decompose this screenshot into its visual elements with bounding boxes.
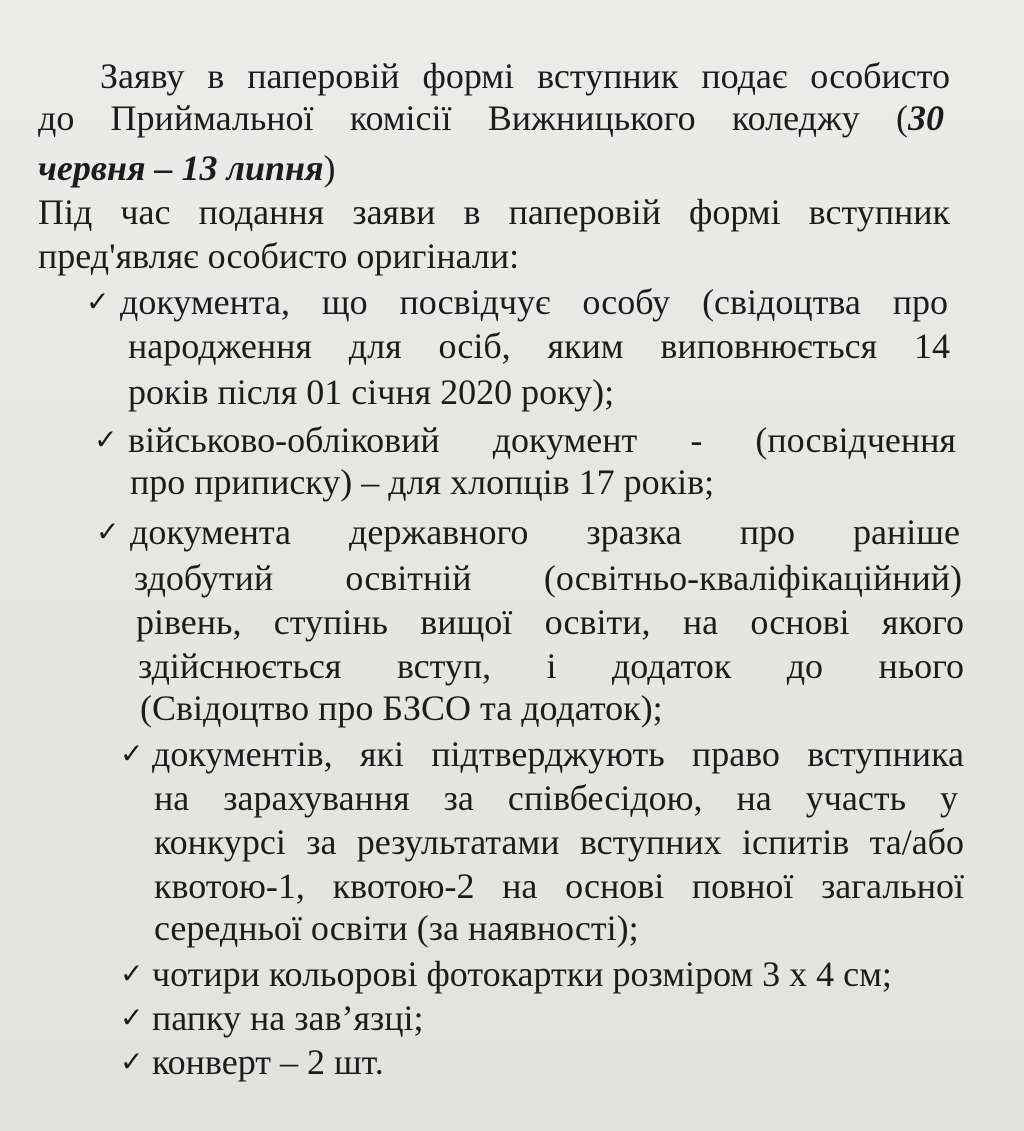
item-3-line-4: здійснюється вступ, і додаток до нього [138,646,964,686]
checkmark-icon: ✓ [120,737,144,770]
intro-line-3 [38,148,336,188]
intro-line-2-text: до Приймальної комісії Вижницького коледжу ( [38,98,908,138]
item-4-line-3: конкурсі за результатами вступних іспитів та/або [154,822,964,862]
item-3-line-3: рівень, ступінь вищої освіти, на основі якого [136,602,964,642]
item-1-line-1: документа, що посвідчує особу (свідоцтва про [120,282,948,322]
item-7-line-1: конверт – 2 шт. [152,1042,384,1082]
intro-date-start: 30 [908,98,944,138]
item-6-line-1: папку на зав’язці; [152,998,424,1038]
checkmark-icon: ✓ [96,515,120,548]
item-1-line-2: народження для осіб, яким виповнюється 14 [128,326,950,366]
item-4-line-4: квотою-1, квотою-2 на основі повної загальної [154,866,964,906]
intro-date-range: червня – 13 липня [38,148,324,188]
item-3-line-5: (Свідоцтво про БЗСО та додаток); [140,688,663,728]
intro-line-3-text: ) [323,148,336,188]
intro-line-1: Заяву в паперовій формі вступник подає особисто [100,56,950,96]
checkmark-icon: ✓ [86,285,110,318]
item-4-line-2: на зарахування за співбесідою, на участь у [154,778,958,818]
item-2-line-2: про приписку) – для хлопців 17 років; [130,462,715,502]
item-1-line-3: років після 01 січня 2020 року); [128,372,615,412]
checkmark-icon: ✓ [120,1001,144,1034]
checkmark-icon: ✓ [94,423,118,456]
item-4-line-5: середньої освіти (за наявності); [154,908,639,948]
item-2-line-1: військово-обліковий документ - (посвідчення [128,420,956,460]
originals-line-2: пред'являє особисто оригінали: [38,236,520,276]
intro-line-2 [38,98,944,138]
checkmark-icon: ✓ [120,1045,144,1078]
item-5-line-1: чотири кольорові фотокартки розміром 3 х 4 см; [152,954,892,994]
item-3-line-2: здобутий освітній (освітньо-кваліфікаційний) [134,558,962,598]
originals-line-1: Під час подання заяви в паперовій формі вступник [38,192,950,232]
item-4-line-1: документів, які підтверджують право вступника [152,734,964,774]
checkmark-icon: ✓ [120,957,144,990]
item-3-line-1: документа державного зразка про раніше [130,512,960,552]
